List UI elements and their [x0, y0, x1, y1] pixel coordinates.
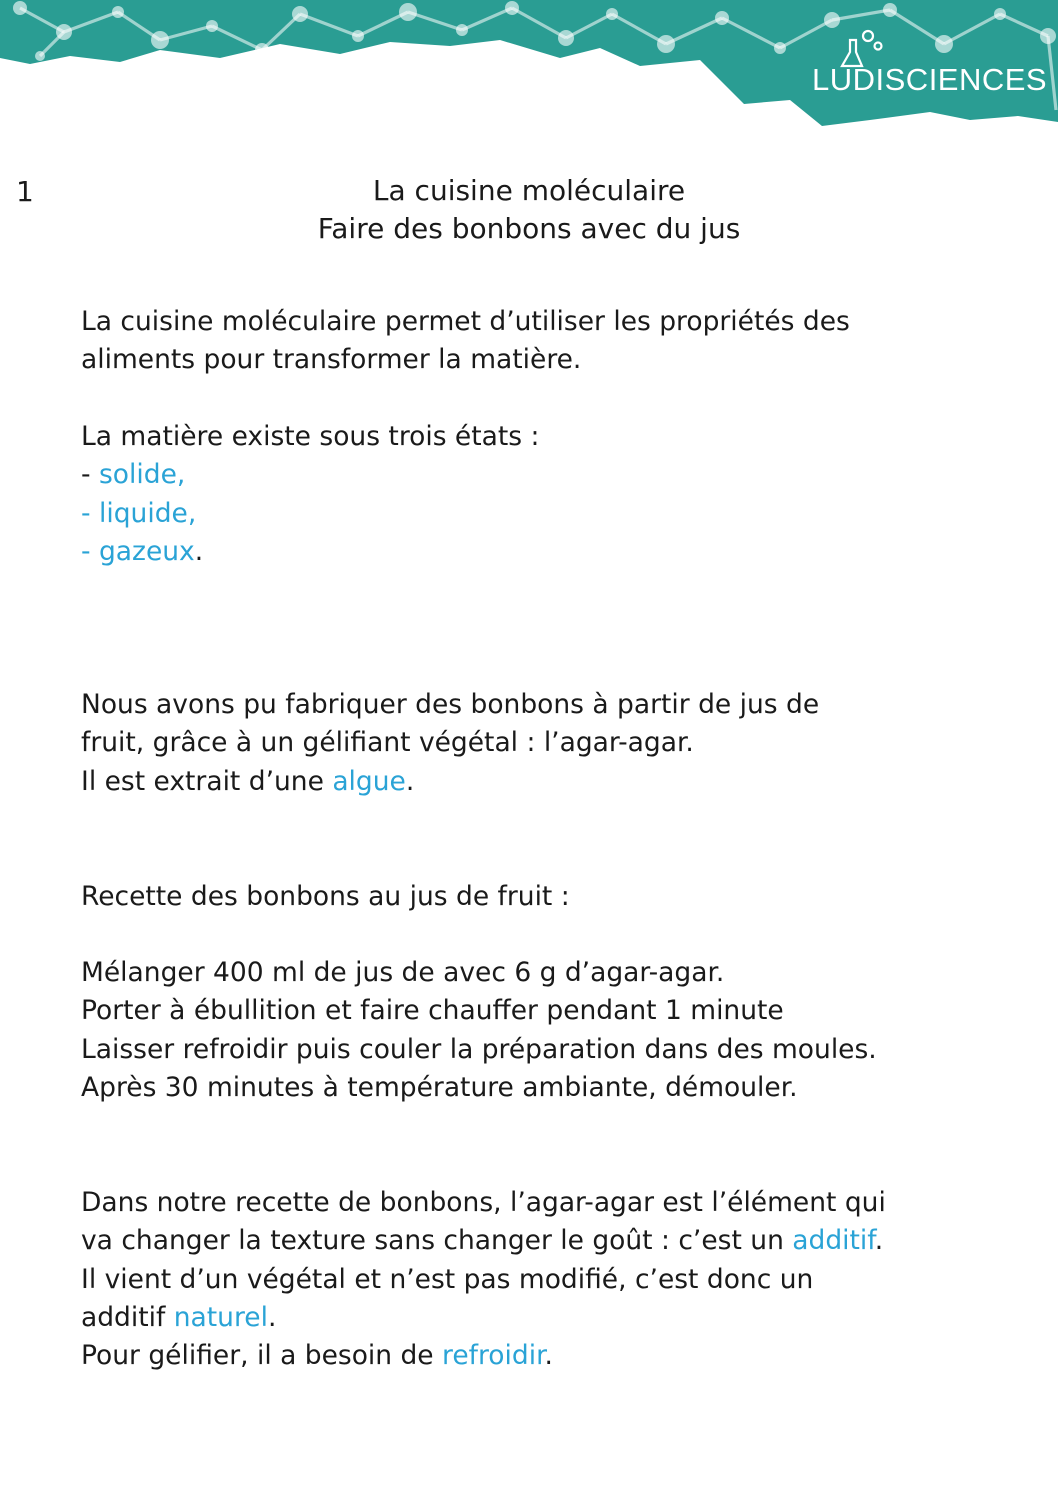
- state-term-liquid: - liquide,: [81, 497, 197, 529]
- term-algue: algue: [332, 765, 406, 797]
- state-item-liquid: [81, 495, 1011, 533]
- agar-line-3-text: Il est extrait d’une: [81, 765, 333, 797]
- conclusion-line-5: [81, 1337, 1011, 1375]
- recipe-steps: [81, 954, 1011, 1107]
- conclusion-paragraph: [81, 1184, 1011, 1375]
- agar-paragraph: [81, 686, 1011, 801]
- agar-line-1: Nous avons pu fabriquer des bonbons à partir de jus de: [81, 689, 820, 720]
- conclusion-line-4: [81, 1299, 1011, 1337]
- recipe-heading-block: [81, 878, 1011, 916]
- page-title: [0, 172, 1058, 248]
- conclusion-line-2-end: .: [874, 1225, 884, 1257]
- intro-paragraph: [81, 303, 1011, 380]
- title-line-1: La cuisine moléculaire: [372, 174, 686, 207]
- agar-line-3-end: .: [405, 765, 415, 797]
- conclusion-line-5-end: .: [544, 1340, 553, 1372]
- term-naturel: naturel: [173, 1301, 268, 1333]
- term-additif: additif: [792, 1225, 875, 1257]
- intro-line-1: La cuisine moléculaire permet d’utiliser les propriétés des: [81, 306, 850, 337]
- agar-line-3: [81, 763, 1011, 801]
- state-suffix: .: [194, 535, 204, 567]
- conclusion-line-4-end: .: [267, 1301, 277, 1333]
- recipe-step: Porter à ébullition et faire chauffer pendant 1 minute: [81, 995, 784, 1027]
- agar-line-2: fruit, grâce à un gélifiant végétal : l’agar-agar.: [81, 727, 694, 759]
- conclusion-line-2: [81, 1222, 1011, 1260]
- state-term-gas: - gazeux: [81, 535, 195, 567]
- intro-line-2: aliments pour transformer la matière.: [81, 344, 582, 376]
- state-term-solid: solide,: [99, 459, 186, 491]
- states-of-matter: [81, 418, 1011, 571]
- recipe-step: Mélanger 400 ml de jus de avec 6 g d’agar-agar.: [81, 957, 725, 988]
- conclusion-line-1: Dans notre recette de bonbons, l’agar-agar est l’élément qui: [81, 1187, 886, 1218]
- state-item-gas: [81, 533, 1011, 571]
- recipe-step: Laisser refroidir puis couler la préparation dans des moules.: [81, 1033, 877, 1065]
- page-number: 1: [16, 175, 34, 208]
- state-prefix: -: [81, 459, 99, 491]
- conclusion-line-2-text: va changer la texture sans changer le goût : c’est un: [81, 1225, 793, 1257]
- subtitle-line: Faire des bonbons avec du jus: [317, 212, 741, 245]
- recipe-heading: Recette des bonbons au jus de fruit :: [81, 881, 570, 912]
- state-item-solid: [81, 456, 1011, 494]
- conclusion-line-4-text: additif: [81, 1301, 174, 1333]
- recipe-step: Après 30 minutes à température ambiante, démouler.: [81, 1071, 798, 1103]
- brand-logo: LUDISCIENCES: [812, 62, 1048, 97]
- term-refroidir: refroidir: [442, 1340, 545, 1372]
- conclusion-line-5-text: Pour gélifier, il a besoin de: [81, 1340, 443, 1372]
- states-heading: La matière existe sous trois états :: [81, 421, 540, 452]
- conclusion-line-3: Il vient d’un végétal et n’est pas modifié, c’est donc un: [81, 1263, 814, 1295]
